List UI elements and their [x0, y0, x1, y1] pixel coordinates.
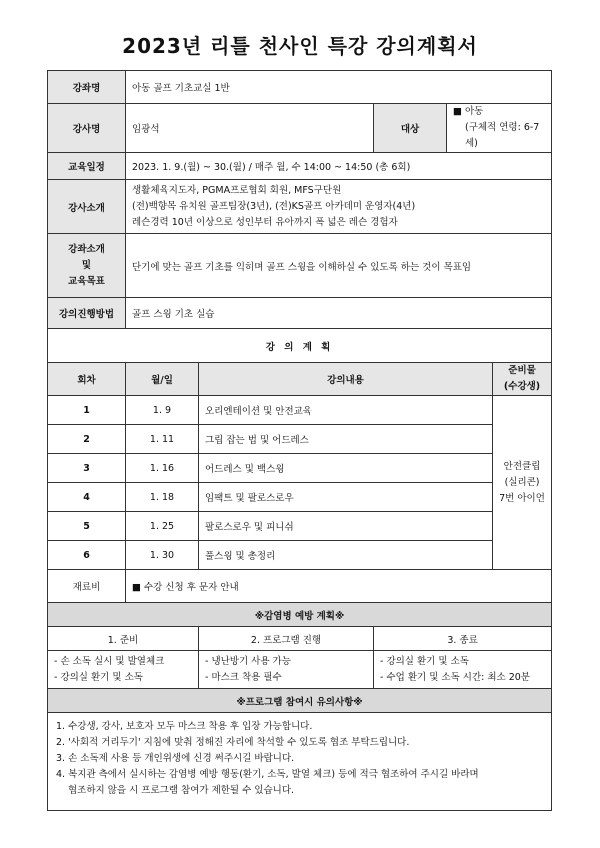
intro-line: (전)백향목 유치원 골프팀장(3년), (전)KS골프 아카데미 운영자(4년)	[132, 200, 416, 212]
target-cell	[447, 104, 552, 153]
list-item: - 냉난방기 사용 가능	[205, 655, 291, 667]
instructor-row	[48, 104, 552, 153]
prep-header-line: 준비물	[508, 365, 536, 376]
date-header: 월/일	[126, 363, 199, 396]
prep-header-line: (수강생)	[503, 381, 541, 392]
session-content: 임팩트 및 팔로스로우	[199, 483, 493, 512]
session-no: 4	[48, 483, 126, 512]
session-no: 5	[48, 512, 126, 541]
schedule-row	[48, 153, 552, 180]
list-item: 4. 복지관 측에서 실시하는 감염병 예방 행동(환기, 소독, 발열 체크) 등에 적극 협조하여 주시길 바라며	[56, 769, 479, 780]
instructor-value: 임광석	[126, 104, 374, 153]
list-item: 2. '사회적 거리두기' 지침에 맞춰 정해진 자리에 착석할 수 있도록 협조 부탁드립니다.	[56, 737, 410, 748]
material-value: ■ 수강 신청 후 문자 안내	[126, 570, 552, 603]
method-row	[48, 298, 552, 329]
table-row	[48, 454, 552, 483]
target-label: 대상	[374, 104, 447, 153]
prep-item: 안전클립	[503, 460, 541, 472]
session-date: 1. 16	[126, 454, 199, 483]
plan-section-title: 강 의 계 획	[48, 329, 552, 363]
session-header: 회차	[48, 363, 126, 396]
intro-line: 레슨경력 10년 이상으로 성인부터 유아까지 폭 넓은 레슨 경험자	[132, 216, 398, 228]
session-date: 1. 30	[126, 541, 199, 570]
infection-progress-items	[199, 651, 374, 689]
target-age: (구체적 연령: 6-7세)	[465, 122, 540, 149]
list-item: 협조하지 않을 시 프로그램 참여가 제한될 수 있습니다.	[68, 785, 295, 796]
table-row	[48, 396, 552, 425]
intro-row	[48, 180, 552, 234]
prep-item: 7번 아이언	[499, 492, 545, 504]
infection-col-end: 3. 종료	[374, 627, 552, 651]
infection-header-row	[48, 627, 552, 651]
list-item: - 강의실 환기 및 소독	[54, 671, 143, 683]
goal-label	[48, 234, 126, 298]
list-item: - 수업 환기 및 소독 시간: 최소 20분	[380, 671, 530, 683]
notes-title-row	[48, 689, 552, 713]
notes-title: ※프로그램 참여시 유의사항※	[48, 689, 552, 713]
intro-cell	[126, 180, 552, 234]
session-date: 1. 18	[126, 483, 199, 512]
goal-value: 단기에 맞는 골프 기초를 익히며 골프 스윙을 이해하실 수 있도록 하는 것이 목표임	[126, 234, 552, 298]
list-item: - 강의실 환기 및 소독	[380, 655, 469, 667]
infection-col-prepare: 1. 준비	[48, 627, 199, 651]
method-label: 강의진행방법	[48, 298, 126, 329]
session-no: 3	[48, 454, 126, 483]
session-no: 2	[48, 425, 126, 454]
goal-label-line: 교육목표	[68, 275, 105, 287]
session-content: 그립 잡는 법 및 어드레스	[199, 425, 493, 454]
session-content: 오리엔테이션 및 안전교육	[199, 396, 493, 425]
table-row	[48, 512, 552, 541]
course-label: 강좌명	[48, 71, 126, 104]
plan-header-row	[48, 363, 552, 396]
list-item: 3. 손 소독제 사용 등 개인위생에 신경 써주시길 바랍니다.	[56, 753, 295, 764]
material-label: 재료비	[48, 570, 126, 603]
schedule-label: 교육일정	[48, 153, 126, 180]
session-date: 1. 9	[126, 396, 199, 425]
infection-title-row	[48, 603, 552, 627]
goal-label-line: 및	[81, 259, 92, 271]
infection-title: ※감염병 예방 계획※	[48, 603, 552, 627]
infection-end-items	[374, 651, 552, 689]
infection-col-progress: 2. 프로그램 진행	[199, 627, 374, 651]
list-item: - 손 소독 실시 및 발열체크	[54, 655, 165, 667]
session-content: 팔로스로우 및 피니쉬	[199, 512, 493, 541]
list-item: - 마스크 착용 필수	[205, 671, 282, 683]
session-content: 풀스윙 및 총정리	[199, 541, 493, 570]
prep-header	[493, 363, 552, 396]
table-row	[48, 425, 552, 454]
list-item: 1. 수강생, 강사, 보호자 모두 마스크 착용 후 입장 가능합니다.	[56, 721, 313, 732]
session-no: 1	[48, 396, 126, 425]
goal-row	[48, 234, 552, 298]
session-content: 어드레스 및 백스윙	[199, 454, 493, 483]
table-row	[48, 483, 552, 512]
table-row	[48, 541, 552, 570]
target-value: ■ 아동	[453, 106, 484, 117]
notes-list	[48, 713, 552, 811]
session-date: 1. 11	[126, 425, 199, 454]
intro-line: 생활체육지도자, PGMA프로협회 회원, MFS구단원	[132, 184, 342, 196]
method-value: 골프 스윙 기초 실습	[126, 298, 552, 329]
lecture-plan-table	[47, 70, 552, 811]
course-row	[48, 71, 552, 104]
intro-label: 강사소개	[48, 180, 126, 234]
plan-section-row	[48, 329, 552, 363]
content-header: 강의내용	[199, 363, 493, 396]
goal-label-line: 강좌소개	[68, 243, 105, 255]
session-no: 6	[48, 541, 126, 570]
notes-row	[48, 713, 552, 811]
infection-prepare-items	[48, 651, 199, 689]
instructor-label: 강사명	[48, 104, 126, 153]
schedule-value: 2023. 1. 9.(월) ~ 30.(월) / 매주 월, 수 14:00 ~ 14:50 (총 6회)	[126, 153, 552, 180]
page-title: 2023년 리틀 천사인 특강 강의계획서	[122, 34, 478, 58]
session-date: 1. 25	[126, 512, 199, 541]
prep-items	[493, 396, 552, 570]
prep-item: (실리콘)	[504, 476, 540, 488]
course-value: 아동 골프 기초교실 1반	[126, 71, 552, 104]
material-row	[48, 570, 552, 603]
infection-items-row	[48, 651, 552, 689]
